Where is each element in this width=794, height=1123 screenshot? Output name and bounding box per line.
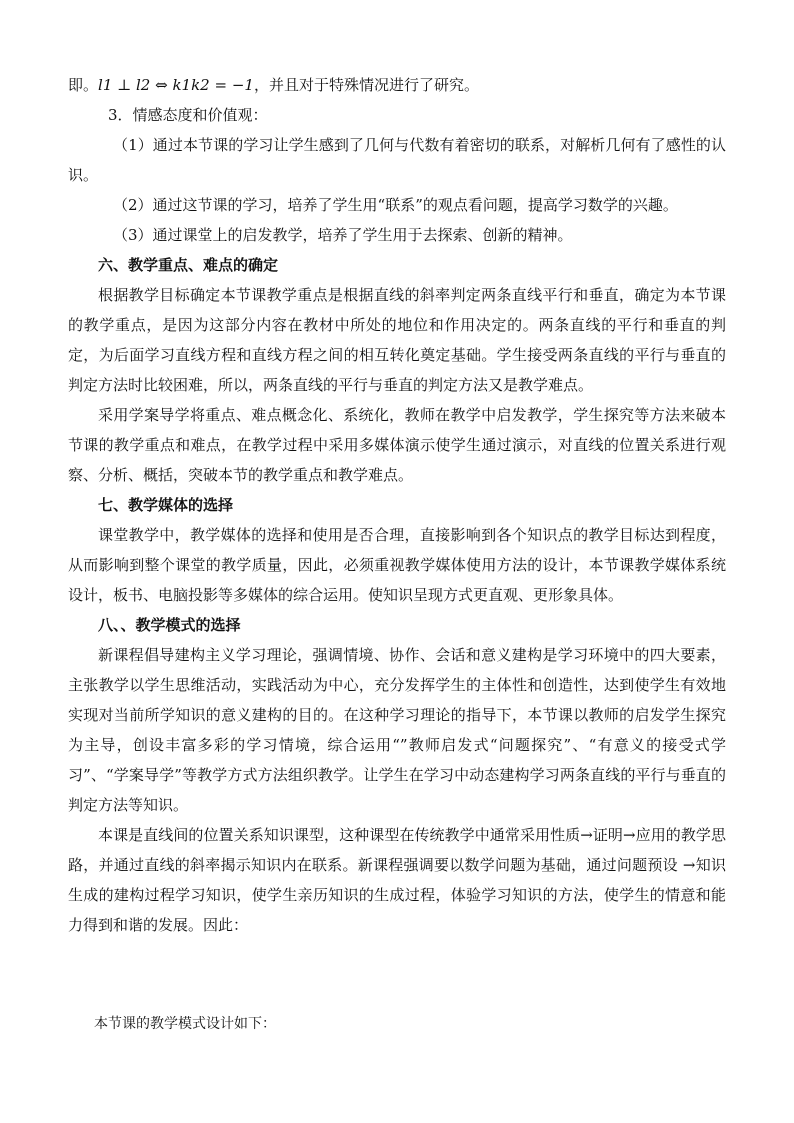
section-8-paragraph-2: 本课是直线间的位置关系知识课型，这种课型在传统教学中通常采用性质→证明→应用的教学思路，并通过直线的斜率揭示知识内在联系。新课程强调要以数学问题为基础，通过问题预设 →知识生成的建构过程学习知识，使学生亲历知识的生成过程，体验学习知识的方法，使学生的情意和能力得到和谐的发展。因此：: [68, 826, 726, 934]
section-6-paragraph-2: 采用学案导学将重点、难点概念化、系统化，教师在教学中启发教学，学生探究等方法来破本节课的教学重点和难点，在教学过程中采用多媒体演示使学生通过演示，对直线的位置关系进行观察、分析、概括，突破本节的教学重点和教学难点。: [68, 406, 726, 484]
section-8-heading: 八、、教学模式的选择: [98, 616, 241, 634]
section-7-paragraph: 课堂教学中，教学媒体的选择和使用是否合理，直接影响到各个知识点的教学目标达到程度，从而影响到整个课堂的教学质量，因此，必须重视教学媒体使用方法的设计，本节课教学媒体系统设计，板书、电脑投影等多媒体的综合运用。使知识呈现方式更直观、更形象具体。: [68, 526, 726, 604]
formula-line: [68, 70, 726, 100]
teaching-model-caption: 本节课的教学模式设计如下：: [94, 1016, 276, 1032]
formula-prefix: 即。: [68, 76, 99, 94]
paren-item-3: （3）通过课堂上的启发教学，培养了学生用于去探索、创新的精神。: [113, 226, 573, 244]
section-6-paragraph-1: 根据教学目标确定本节课教学重点是根据直线的斜率判定两条直线平行和垂直，确定为本节课的教学重点，是因为这部分内容在教材中所处的地位和作用决定的。两条直线的平行和垂直的判定，为后面学习直线方程和直线方程之间的相互转化奠定基础。学生接受两条直线的平行与垂直的判定方法时比较困难，所以，两条直线的平行与垂直的判定方法又是教学难点。: [68, 286, 726, 394]
item-3-heading: 3．情感态度和价值观：: [108, 106, 268, 124]
section-7-heading: 七、教学媒体的选择: [98, 496, 234, 514]
perpendicular-formula: [98, 76, 254, 94]
paren-item-2: （2）通过这节课的学习，培养了学生用“联系”的观点看问题，提高学习数学的兴趣。: [113, 196, 678, 214]
section-8-paragraph-1: 新课程倡导建构主义学习理论，强调情境、协作、会话和意义建构是学习环境中的四大要素，主张教学以学生思维活动，实践活动为中心，充分发挥学生的主体性和创造性，达到使学生有效地实现对当前所学知识的意义建构的目的。在这种学习理论的指导下，本节课以教师的启发学生探究为主导，创设丰富多彩的学习情境，综合运用“”教师启发式“问题探究”、“有意义的接受式学习”、“学案导学”等教学方式方法组织教学。让学生在学习中动态建构学习两条直线的平行与垂直的判定方法等知识。: [68, 646, 726, 814]
section-6-heading: 六、教学重点、难点的确定: [98, 256, 279, 274]
formula-suffix: ，并且对于特殊情况进行了研究。: [253, 76, 479, 94]
paren-item-1: （1）通过本节课的学习让学生感到了几何与代数有着密切的联系，对解析几何有了感性的认识。: [68, 136, 726, 184]
document-body: [68, 70, 726, 940]
formula-text: l1 ⊥ l2 ⇔ k1k2 = −1: [98, 76, 254, 94]
